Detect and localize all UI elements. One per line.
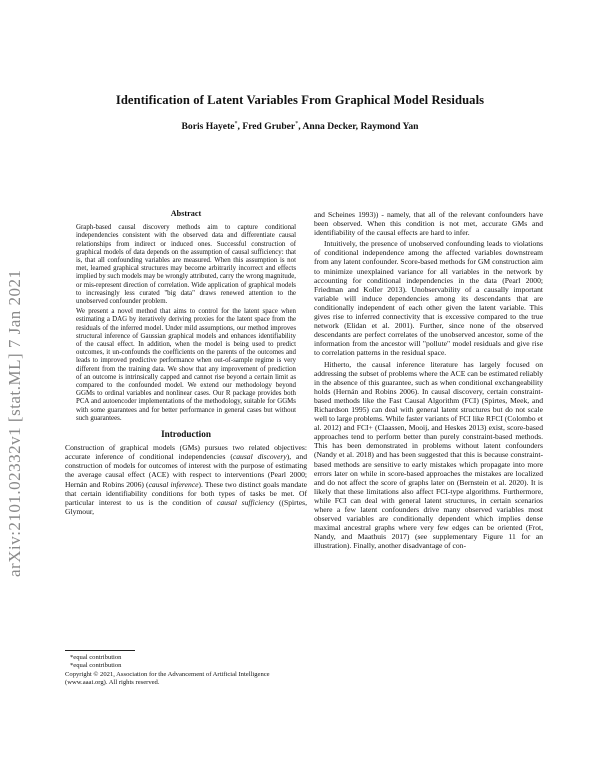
left-column: [65, 210, 307, 516]
abstract-section: [65, 210, 307, 423]
author-list: [0, 121, 600, 132]
right-column: [314, 210, 543, 550]
copyright-notice: Copyright © 2021, Association for the Advancement of Artificial Intelligence (www.aaai.org). All rights reserved.: [65, 670, 270, 686]
abstract-heading: Abstract: [170, 209, 202, 218]
footnotes: [65, 650, 307, 687]
right-paragraph-2: Hitherto, the causal inference literature has largely focused on addressing the subset of problems where the ACE can be estimated reliably in the absence of this guarantee, such as when conditional exchangeability holds (Hernán and Robins 2006). In causal discovery, certain constraint-based methods like the Fast Causal Algorithm (FCI) (Spirtes, Meek, and Richardson 1995) can deal with general latent structures but do not scale well to large problems. While faster variants of FCI like RFCI (Colombo et al. 2012) and FCI+ (Claassen, Mooij, and Heskes 2013) exist, score-based approaches tend to perform better than purely constraint-based methods. This has been demonstrated in problems without latent confounders (Nandy et al. 2018) and has been suggested that this is because constraint-based methods are sensitive to early mistakes which propagate into more errors later on while in score-based approaches the mistakes are localized and do not affect the score of graphs later on (Bernstein et al. 2020). It is likely that these limitations also affect FCI-type algorithms. Furthermore, while FCI can deal with general latent structures, in certain scenarios where a few latent confounders drive many observed variables most observed variables are conditionally dependent which implies dense maximal ancestral graphs where very few edges can be oriented (Frot, Nandy, and Maathuis 2017) (see supplementary Figure 11 for an illustration). Finally, another disadvantage of con-: [314, 359, 543, 551]
arxiv-stamp: arXiv:2101.02332v1 [stat.ML] 7 Jan 2021: [5, 269, 24, 577]
paper-title: Identification of Latent Variables From Graphical Model Residuals: [115, 93, 485, 107]
author-1: Boris Hayete: [181, 121, 235, 133]
authors-rest: , Anna Decker, Raymond Yan: [298, 121, 419, 133]
author-1-mark: *: [234, 121, 238, 127]
introduction-paragraph-1: Construction of graphical models (GMs) pursues two related objectives: accurate inference of conditional independencies (causal discovery), and construction of models for outcomes of interest with the purpose of estimating the average causal effect (ACE) with respect to interventions (Pearl 2000; Hernán and Robins 2006) (causal inference). These two distinct goals mandate that certain identifiability conditions for both types of tasks be met. Of particular interest to us is the condition of causal sufficiency ((Spirtes, Glymour,: [65, 443, 307, 516]
abstract-paragraph-2: We present a novel method that aims to control for the latent space when estimating a DAG by iteratively deriving proxies for the latent space from the residuals of the inferred model. Under mild assumptions, our method improves structural inference of Gaussian graphical models and enhances identifiability of the causal effect. In addition, when the model is being used to predict outcomes, it un-confounds the coefficients on the parents of the outcomes and leads to improved predictive performance when out-of-sample regime is very different from the training data. We show that any improvement of prediction of an outcome is intrinsically capped and cannot rise beyond a certain limit as compared to the confounded model. We extend our methodology beyond GGMs to ordinal variables and nonlinear cases. Our R package provides both PCA and autoencoder implementations of the methodology, suitable for GGMs with some guarantees and for better performance in general cases but without such guarantees.: [76, 308, 296, 422]
introduction-section: [65, 430, 307, 516]
introduction-heading: Introduction: [161, 429, 211, 440]
author-2-mark: *: [295, 121, 299, 127]
author-2: , Fred Gruber: [237, 121, 296, 133]
footnote-2: *equal contribution: [70, 661, 122, 669]
right-paragraph-1: Intuitively, the presence of unobserved confounding leads to violations of conditional independence among the affected variables downstream from any latent confounder. Score-based methods for GM construction aim to minimize unexplained variance for all variables in the network by accounting for conditional independencies in the data (Pearl 2000; Friedman and Koller 2013). Unobservability of a causally important variable will induce dependencies among its descendants that are conditionally independent of each other given the latent variable. This gives rise to inferred connectivity that is excessive compared to the true network (Elidan et al. 2001). Further, since none of the observed descendants are perfect correlates of the unobserved ancestor, some of the information from the ancestor will "pollute" model residuals and give rise to correlation patterns in the residual space.: [314, 239, 543, 358]
right-paragraph-0: and Scheines 1993)) - namely, that all of the relevant confounders have been observed. When this condition is not met, accurate GMs and identifiability of the causal effects are hard to infer.: [314, 210, 543, 238]
footnote-rule: [65, 650, 135, 651]
footnote-1: *equal contribution: [70, 654, 122, 661]
abstract-paragraph-1: Graph-based causal discovery methods aim to capture conditional independencies consistent with the observed data and differentiate causal relationships from indirect or induced ones. Successful construction of graphical models of data depends on the assumption of causal sufficiency: that is, that all confounding variables are measured. When this assumption is not met, learned graphical structures may become arbitrarily incorrect and effects implied by such models may be wrongly attributed, carry the wrong magnitude, or mis-represent direction of correlation. Wide application of graphical models to increasingly less curated "big data" draws renewed attention to the unobserved confounder problem.: [76, 224, 296, 306]
